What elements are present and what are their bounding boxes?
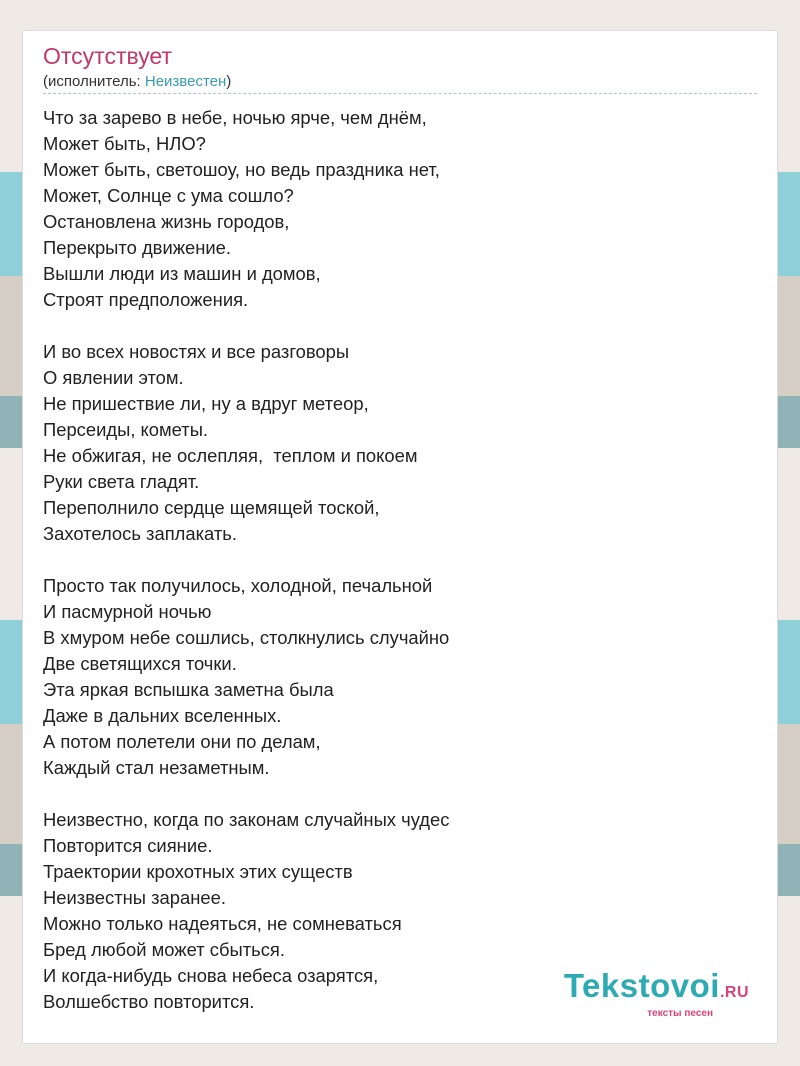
lyric-line: Персеиды, кометы. xyxy=(43,419,209,440)
song-title: Отсутствует xyxy=(43,43,172,69)
lyric-line: Повторится сияние. xyxy=(43,835,213,856)
logo-tagline: тексты песен xyxy=(647,1008,713,1019)
lyric-line: Переполнило сердце щемящей тоской, xyxy=(43,497,380,518)
lyric-line: И во всех новостях и все разговоры xyxy=(43,341,350,362)
logo-tld: .RU xyxy=(719,984,749,1001)
lyric-line: Не пришествие ли, ну а вдруг метеор, xyxy=(43,393,369,414)
lyric-line: Неизвестны заранее. xyxy=(43,887,226,908)
lyric-line: Вышли люди из машин и домов, xyxy=(43,263,321,284)
lyric-line: Остановлена жизнь городов, xyxy=(43,211,290,232)
stanza-3 xyxy=(43,573,763,781)
lyric-line: Перекрыто движение. xyxy=(43,237,232,258)
lyric-line: Каждый стал незаметным. xyxy=(43,757,270,778)
stanza-1 xyxy=(43,105,763,313)
lyric-line: Просто так получилось, холодной, печальной xyxy=(43,575,433,596)
lyric-line: Неизвестно, когда по законам случайных чудес xyxy=(43,809,450,830)
lyric-line: Эта яркая вспышка заметна была xyxy=(43,679,334,700)
meta-close: ) xyxy=(226,73,232,90)
lyric-line: О явлении этом. xyxy=(43,367,184,388)
lyric-line: Можно только надеяться, не сомневаться xyxy=(43,913,402,934)
lyric-line: Две светящихся точки. xyxy=(43,653,237,674)
lyric-line: Не обжигая, не ослепляя, теплом и покоем xyxy=(43,445,418,466)
song-meta xyxy=(43,73,231,90)
lyric-line: Может, Солнце с ума сошло? xyxy=(43,185,294,206)
lyric-line: А потом полетели они по делам, xyxy=(43,731,321,752)
lyric-line: Может быть, светошоу, но ведь праздника нет, xyxy=(43,159,440,180)
lyric-line: Строят предположения. xyxy=(43,289,249,310)
lyric-line: И когда-нибудь снова небеса озарятся, xyxy=(43,965,379,986)
lyric-line: Бред любой может сбыться. xyxy=(43,939,285,960)
meta-open: (исполнитель: xyxy=(43,73,145,90)
lyric-line: И пасмурной ночью xyxy=(43,601,212,622)
lyric-line: В хмуром небе сошлись, столкнулись случайно xyxy=(43,627,450,648)
lyric-line: Захотелось заплакать. xyxy=(43,523,237,544)
stanza-2 xyxy=(43,339,763,547)
logo-name: Tekstovoi xyxy=(563,967,720,1004)
title-divider xyxy=(43,93,757,94)
artist-link[interactable]: Неизвестен xyxy=(144,73,227,90)
lyric-line: Что за зарево в небе, ночью ярче, чем днём, xyxy=(43,107,427,128)
site-logo[interactable] xyxy=(564,969,749,1019)
lyric-line: Руки света гладят. xyxy=(43,471,200,492)
lyrics-body xyxy=(43,105,763,1015)
lyric-line: Траектории крохотных этих существ xyxy=(43,861,353,882)
lyric-line: Даже в дальних вселенных. xyxy=(43,705,282,726)
lyrics-card xyxy=(22,30,778,1044)
lyric-line: Волшебство повторится. xyxy=(43,991,255,1012)
lyric-line: Может быть, НЛО? xyxy=(43,133,206,154)
